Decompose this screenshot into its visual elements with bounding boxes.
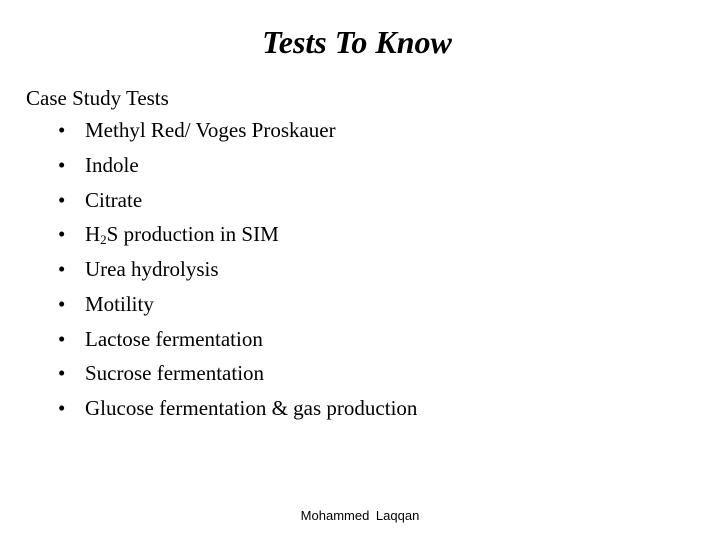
list-item [26,217,706,252]
list-item-label: Motility [85,291,154,316]
list-item-label: Lactose fermentation [85,326,263,351]
bullet-icon: • [58,222,66,247]
list-item [26,391,706,426]
list-item-label: Urea hydrolysis [85,257,219,281]
list-item [26,252,706,287]
bullet-icon: • [58,396,66,420]
bullet-icon: • [58,257,66,281]
formula-rest: S production in SIM [106,222,279,247]
list-item-label: Sucrose fermentation [85,361,265,386]
slide-content [26,83,706,426]
footer-author: Mohammed Laqqan [300,508,420,523]
list-item [26,148,706,183]
bullet-icon: • [58,291,66,316]
bullet-icon: • [58,152,66,177]
test-list [26,113,706,426]
list-item [26,322,706,357]
slide-title: Tests To Know [262,24,452,60]
list-item [26,287,706,322]
section-heading: Case Study Tests [26,86,169,110]
list-item-label [85,217,279,252]
list-item-label: Citrate [85,187,143,212]
list-item [26,183,706,218]
list-item-label: Indole [85,152,139,177]
formula-element: H [85,222,101,247]
list-item [26,356,706,391]
formula-subscript: 2 [100,232,107,248]
list-item [26,113,706,148]
bullet-icon: • [58,187,66,212]
list-item-label: Glucose fermentation & gas production [85,396,418,420]
bullet-icon: • [58,118,66,142]
bullet-icon: • [58,326,66,351]
list-item-label: Methyl Red/ Voges Proskauer [85,118,336,142]
bullet-icon: • [58,361,66,386]
